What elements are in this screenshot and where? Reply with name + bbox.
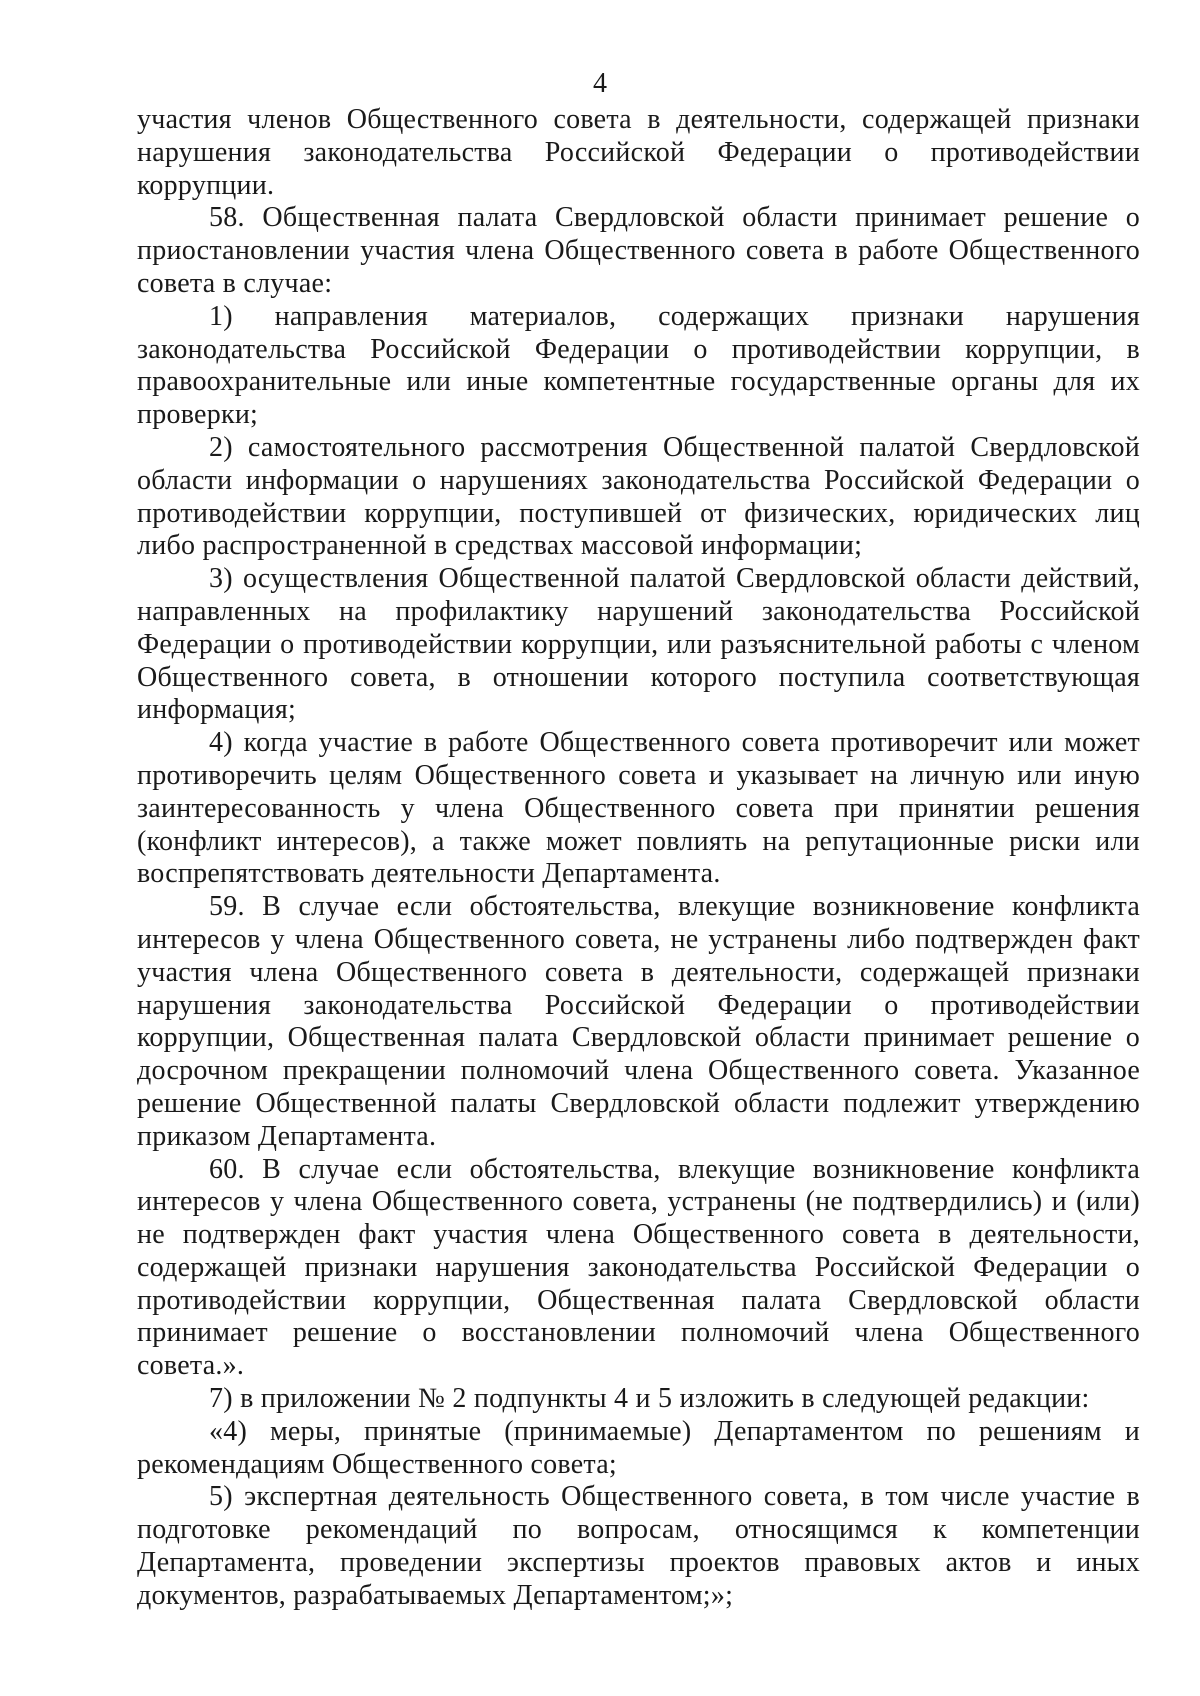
paragraph-59: 59. В случае если обстоятельства, влекущие возникновение конфликта интересов у члена Общественного совета, не устранены либо подтвержден факт участия члена Общественного совета в деятельности, содержащей признаки нарушения законодательства Российской Федерации о противодействии коррупции, Общественная палата Свердловской области принимает решение о досрочном прекращении полномочий члена Общественного совета. Указанное решение Общественной палаты Свердловской области подлежит утверждению приказом Департамента. bbox=[137, 891, 1140, 1152]
document-body bbox=[137, 104, 1140, 1613]
paragraph-58: 58. Общественная палата Свердловской области принимает решение о приостановлении участия члена Общественного совета в работе Общественного совета в случае: bbox=[137, 202, 1140, 299]
page-number: 4 bbox=[593, 68, 607, 99]
paragraph-subitem-4: «4) меры, принятые (принимаемые) Департаментом по решениям и рекомендациям Общественного совета; bbox=[137, 1415, 1140, 1480]
paragraph-amendment-7: 7) в приложении № 2 подпункты 4 и 5 изложить в следующей редакции: bbox=[209, 1383, 1090, 1415]
paragraph-60: 60. В случае если обстоятельства, влекущие возникновение конфликта интересов у члена Общественного совета, устранены (не подтвердились) и (или) не подтвержден факт участия члена Общественного совета в деятельности, содержащей признаки нарушения законодательства Российской Федерации о противодействии коррупции, Общественная палата Свердловской области принимает решение о восстановлении полномочий члена Общественного совета.». bbox=[137, 1153, 1140, 1382]
paragraph-subitem-5: 5) экспертная деятельность Общественного совета, в том числе участие в подготовке рекомендаций по вопросам, относящимся к компетенции Департамента, проведении экспертизы проектов правовых актов и иных документов, разрабатываемых Департаментом;»; bbox=[137, 1481, 1140, 1611]
paragraph-58-item-4: 4) когда участие в работе Общественного совета противоречит или может противоречить целям Общественного совета и указывает на личную или иную заинтересованность у члена Общественного совета при принятии решения (конфликт интересов), а также может повлиять на репутационные риски или воспрепятствовать деятельности Департамента. bbox=[137, 727, 1140, 890]
paragraph-58-item-3: 3) осуществления Общественной палатой Свердловской области действий, направленных на профилактику нарушений законодательства Российской Федерации о противодействии коррупции, или разъяснительной работы с членом Общественного совета, в отношении которого поступила соответствующая информация; bbox=[137, 563, 1140, 726]
paragraph-58-item-2: 2) самостоятельного рассмотрения Общественной палатой Свердловской области информации о нарушениях законодательства Российской Федерации о противодействии коррупции, поступившей от физических, юридических лиц либо распространенной в средствах массовой информации; bbox=[137, 431, 1140, 562]
paragraph-continuation: участия членов Общественного совета в деятельности, содержащей признаки нарушения законодательства Российской Федерации о противодействии коррупции. bbox=[137, 104, 1140, 201]
paragraph-58-item-1: 1) направления материалов, содержащих признаки нарушения законодательства Российской Федерации о противодействии коррупции, в правоохранительные или иные компетентные государственные органы для их проверки; bbox=[137, 300, 1140, 431]
